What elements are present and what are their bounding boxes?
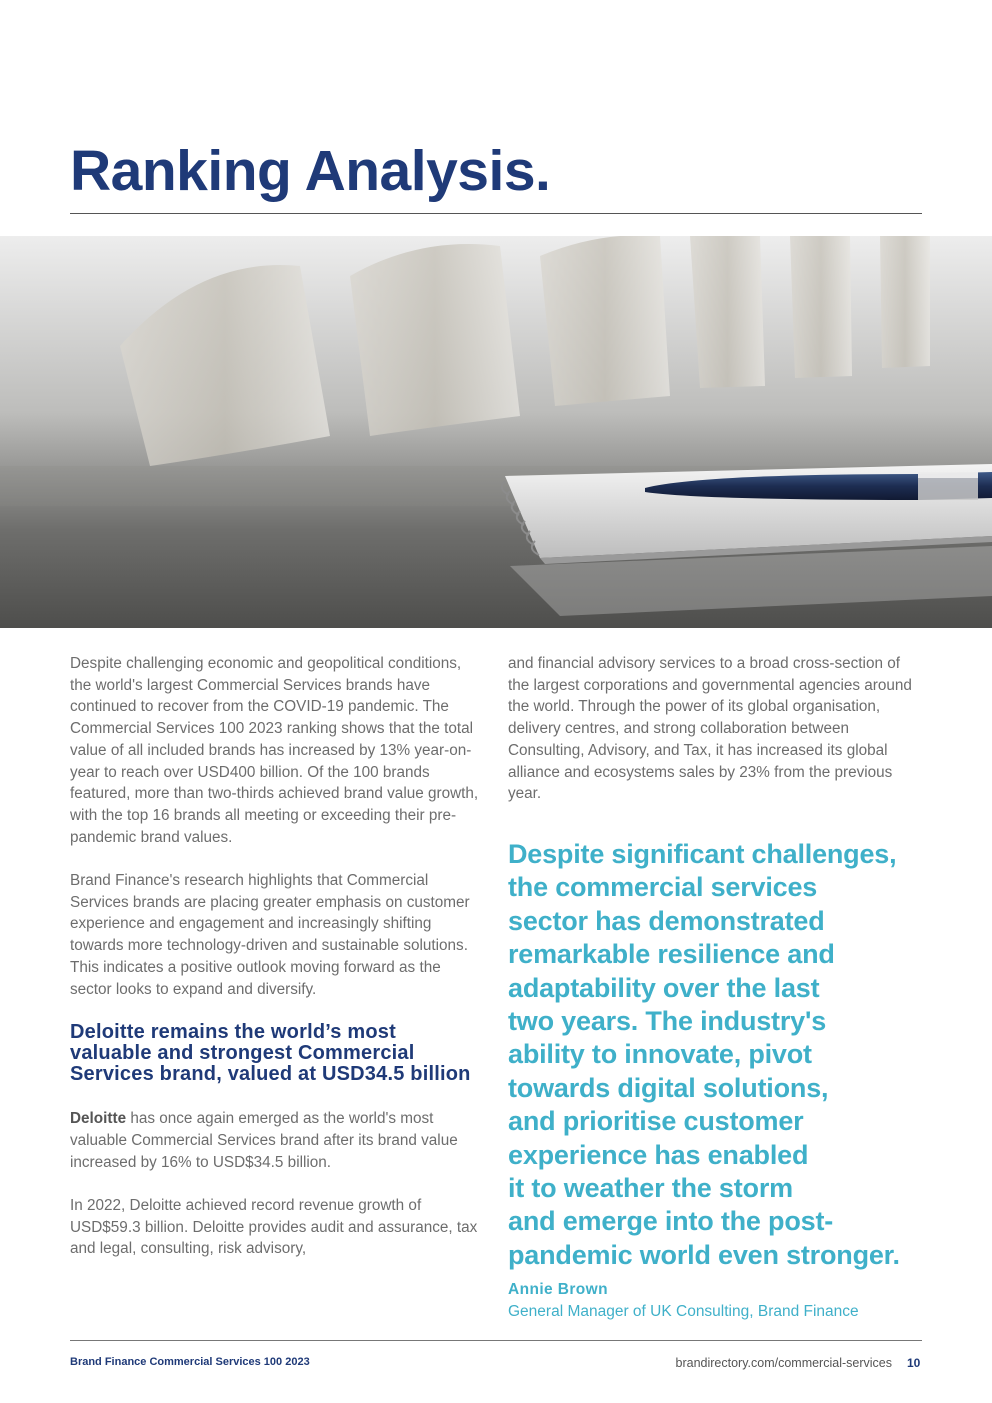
services-paragraph: and financial advisory services to a broad cross-section of the largest corporations and governmental agencies around the world. Through the power of its global organisation, delivery centres, and strong collaboration between Consulting, Advisory, and Tax, it has increased its global alliance and ecosystems sales by 23% from the previous year. [508, 655, 912, 803]
quote-line: pandemic world even stronger. [508, 1239, 900, 1270]
footer-divider [70, 1340, 922, 1341]
quote-line: towards digital solutions, [508, 1072, 829, 1103]
footer-url-link[interactable]: brandirectory.com/commercial-services [675, 1356, 892, 1370]
quote-line: remarkable resilience and [508, 939, 835, 970]
right-column [508, 653, 924, 805]
quote-line: two years. The industry's [508, 1006, 827, 1037]
quote-line: ability to innovate, pivot [508, 1039, 812, 1070]
research-paragraph: Brand Finance's research highlights that Commercial Services brands are placing greater emphasis on customer experience and engagement and increasingly shifting towards more technology-driven and sustainable solutions. This indicates a positive outlook moving forward as the sector looks to expand and diversify. [70, 872, 470, 998]
revenue-paragraph: In 2022, Deloitte achieved record revenue growth of USD$59.3 billion. Deloitte provides audit and assurance, tax and legal, consulting, risk advisory, [70, 1197, 478, 1258]
intro-paragraph: Despite challenging economic and geopolitical conditions, the world's largest Commercial Services brands have continued to recover from the COVID-19 pandemic. The Commercial Services 100 2023 ranking shows that the total value of all included brands has increased by 13% year-on-year to reach over USD400 billion. Of the 100 brands featured, more than two-thirds achieved brand value growth, with the top 16 brands all meeting or exceeding their pre-pandemic brand values. [70, 655, 479, 846]
quote-line: sector has demonstrated [508, 905, 825, 936]
quote-line: the commercial services [508, 872, 818, 903]
quote-line: Despite significant challenges, [508, 839, 897, 869]
deloitte-subheading: Deloitte remains the world’s most valuable and strongest Commercial Services brand, valued at USD34.5 billion [70, 1021, 471, 1086]
title-divider [70, 213, 922, 214]
quote-line: it to weather the storm [508, 1173, 793, 1204]
page-number: 10 [907, 1356, 921, 1370]
quote-line: adaptability over the last [508, 972, 820, 1003]
deloitte-name: Deloitte [70, 1110, 127, 1128]
left-column [70, 653, 480, 1260]
quote-line: and emerge into the post- [508, 1206, 834, 1237]
page-title: Ranking Analysis. [70, 139, 551, 203]
notebook-and-pen-photo-icon [0, 236, 992, 628]
quote-author-role: General Manager of UK Consulting, Brand Finance [508, 1303, 859, 1320]
quote-line: experience has enabled [508, 1139, 809, 1170]
deloitte-paragraph [70, 1108, 480, 1173]
quote-line: and prioritise customer [508, 1106, 804, 1137]
deloitte-paragraph-text: has once again emerged as the world's most valuable Commercial Services brand after its brand value increased by 16% to USD$34.5 billion. [70, 1110, 458, 1171]
quote-author: Annie Brown [508, 1281, 608, 1298]
hero-image [0, 236, 992, 628]
pull-quote [508, 838, 938, 1272]
footer-publication: Brand Finance Commercial Services 100 2023 [70, 1356, 310, 1368]
